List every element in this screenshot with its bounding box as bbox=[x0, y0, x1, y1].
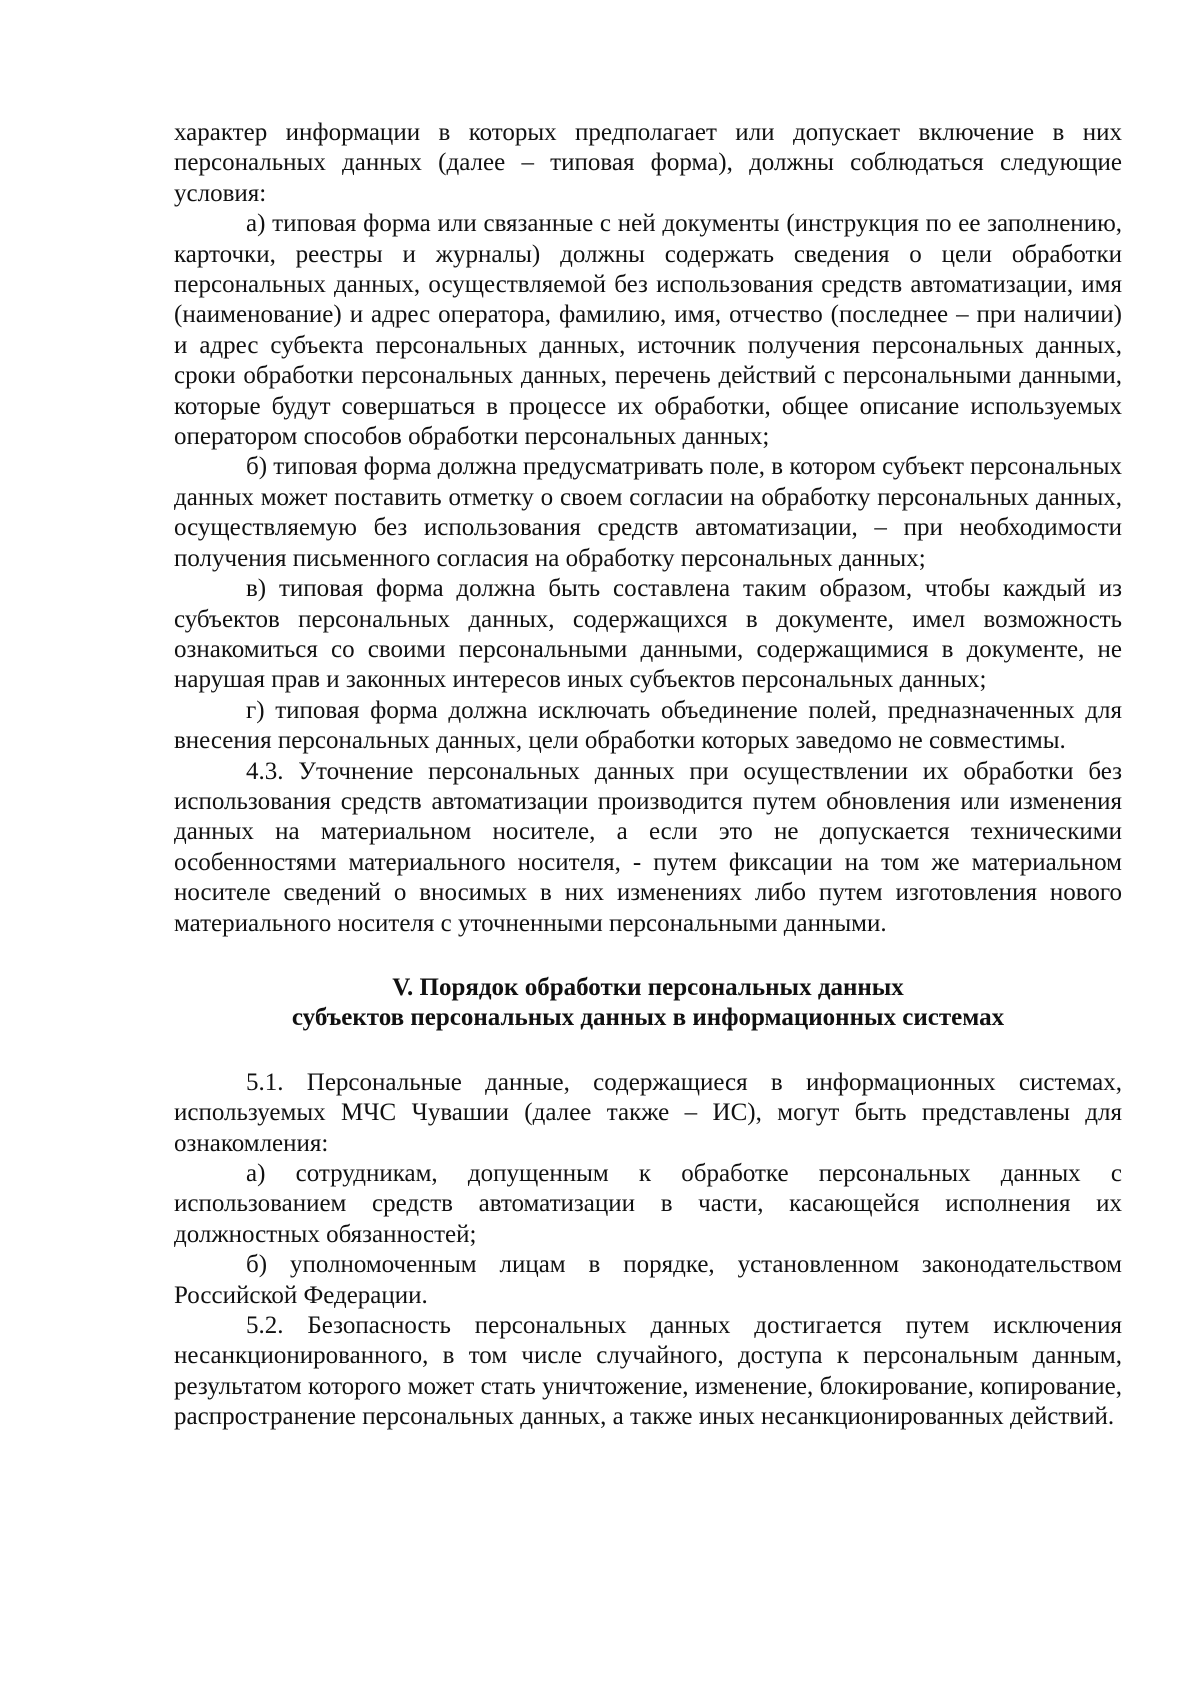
document-page bbox=[174, 118, 1122, 1433]
section-title-line-1: V. Порядок обработки персональных данных bbox=[392, 973, 904, 1001]
paragraph: б) типовая форма должна предусматривать поле, в котором субъект персональных данных может поставить отметку о своем согласии на обработку персональных данных, осуществляемую без использования средств автоматизации, – при необходимости получения письменного согласия на обработку персональных данных; bbox=[174, 453, 1122, 572]
section-title-line-2: субъектов персональных данных в информационных системах bbox=[291, 1004, 1005, 1032]
paragraph: а) типовая форма или связанные с ней документы (инструкция по ее заполнению, карточки, реестры и журналы) должны содержать сведения о цели обработки персональных данных, осуществляемой без использования средств автоматизации, имя (наименование) и адрес оператора, фамилию, имя, отчество (последнее – при наличии) и адрес субъекта персональных данных, источник получения персональных данных, сроки обработки персональных данных, перечень действий с персональными данными, которые будут совершаться в процессе их обработки, общее описание используемых оператором способов обработки персональных данных; bbox=[174, 210, 1122, 451]
paragraph: в) типовая форма должна быть составлена таким образом, чтобы каждый из субъектов персональных данных, содержащихся в документе, имел возможность ознакомиться со своими персональными данными, содержащимися в документе, не нарушая прав и законных интересов иных субъектов персональных данных; bbox=[174, 575, 1122, 694]
paragraph: г) типовая форма должна исключать объединение полей, предназначенных для внесения персональных данных, цели обработки которых заведомо не совместимы. bbox=[174, 696, 1122, 755]
paragraphs-before bbox=[174, 118, 1122, 939]
paragraph: 5.2. Безопасность персональных данных достигается путем исключения несанкционированного, в том числе случайного, доступа к персональным данным, результатом которого может стать уничтожение, изменение, блокирование, копирование, распространение персональных данных, а также иных несанкционированных действий. bbox=[174, 1312, 1122, 1431]
paragraphs-after bbox=[174, 1068, 1122, 1433]
paragraph: характер информации в которых предполагает или допускает включение в них персональных данных (далее – типовая форма), должны соблюдаться следующие условия: bbox=[174, 119, 1122, 207]
section-title bbox=[174, 973, 1122, 1034]
paragraph: б) уполномоченным лицам в порядке, установленном законодательством Российской Федерации. bbox=[174, 1251, 1122, 1309]
section-heading bbox=[174, 973, 1122, 1034]
paragraph: 4.3. Уточнение персональных данных при осуществлении их обработки без использования средств автоматизации производится путем обновления или изменения данных на материальном носителе, а если это не допускается техническими особенностями материального носителя, - путем фиксации на том же материальном носителе сведений о вносимых в них изменениях либо путем изготовления нового материального носителя с уточненными персональными данными. bbox=[174, 757, 1122, 937]
paragraph: 5.1. Персональные данные, содержащиеся в информационных системах, используемых МЧС Чувашии (далее также – ИС), могут быть представлены для ознакомления: bbox=[174, 1068, 1122, 1157]
paragraph: а) сотрудникам, допущенным к обработке персональных данных с использованием средств автоматизации в части, касающейся исполнения их должностных обязанностей; bbox=[174, 1160, 1122, 1248]
